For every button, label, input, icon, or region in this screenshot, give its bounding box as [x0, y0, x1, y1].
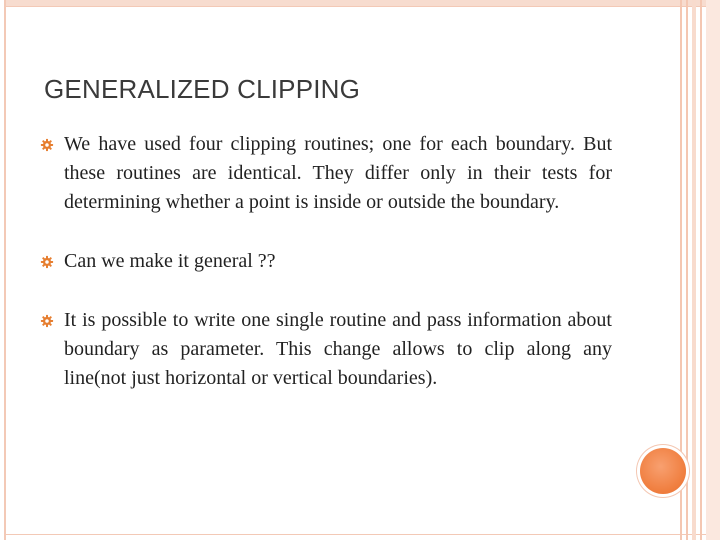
frame-top-border — [6, 6, 720, 7]
gear-icon — [40, 255, 54, 269]
side-stripe — [700, 0, 702, 540]
accent-circle — [640, 448, 686, 494]
bullet-item — [40, 130, 612, 217]
bullet-text: It is possible to write one single routine and pass information about boundary as parameter. This change allows to clip along any line(not just horizontal or vertical boundaries). — [64, 309, 612, 389]
bullet-list — [40, 130, 612, 393]
side-stripes — [680, 0, 720, 540]
gear-icon — [40, 138, 54, 152]
frame-bottom-border — [6, 534, 720, 535]
bullet-text: Can we make it general ?? — [64, 250, 276, 272]
side-stripe — [686, 0, 688, 540]
bullet-text: We have used four clipping routines; one for each boundary. But these routines are identical. They differ only in their tests for determining whether a point is inside or outside the boundary. — [64, 133, 612, 213]
frame-left-border — [4, 0, 6, 540]
gear-icon — [40, 314, 54, 328]
slide-title: GENERALIZED CLIPPING — [44, 74, 361, 104]
bullet-item — [40, 306, 612, 393]
side-stripe — [692, 0, 696, 540]
bullet-item — [40, 247, 612, 276]
side-stripe — [706, 0, 720, 540]
